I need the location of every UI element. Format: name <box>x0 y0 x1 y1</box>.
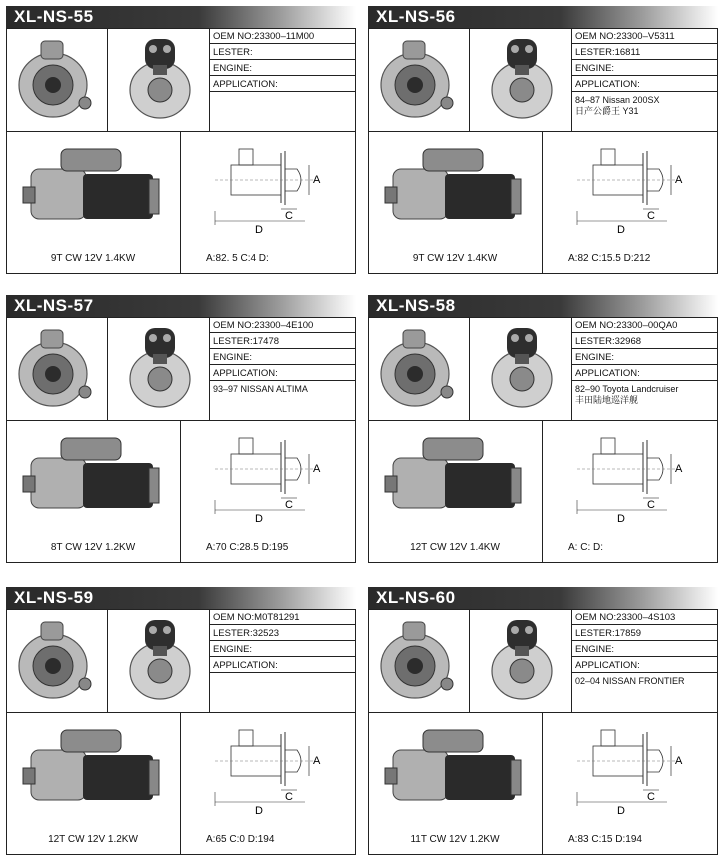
dim-c-label: C <box>285 791 293 803</box>
dimension-values: A:83 C:15 D:194 <box>568 834 642 845</box>
application-line-2: 日产公爵王 Y31 <box>575 106 639 116</box>
engine: ENGINE: <box>572 642 717 657</box>
oem-number: OEM NO:23300–11M00 <box>210 29 355 44</box>
engine: ENGINE: <box>572 61 717 76</box>
spec-text: 11T CW 12V 1.2KW <box>410 834 500 845</box>
spec-text: 9T CW 12V 1.4KW <box>412 253 498 264</box>
starter-back-photo <box>115 35 205 125</box>
engine: ENGINE: <box>210 642 355 657</box>
application-label: APPLICATION: <box>572 77 717 92</box>
spec-text: 12T CW 12V 1.2KW <box>48 834 138 845</box>
dim-d-label: D <box>617 513 625 525</box>
engine: ENGINE: <box>210 350 355 365</box>
starter-back-photo <box>477 35 567 125</box>
dimension-values: A:82. 5 C:4 D: <box>206 253 269 264</box>
product-table <box>368 317 718 563</box>
oem-number: OEM NO:23300–4E100 <box>210 318 355 333</box>
model-number: XL-NS-55 <box>14 7 94 26</box>
product-card <box>6 587 356 855</box>
spec-text: 9T CW 12V 1.4KW <box>50 253 136 264</box>
starter-side-photo <box>21 428 171 528</box>
dim-a-label: A <box>313 755 321 767</box>
dim-a-label: A <box>313 463 321 475</box>
lester-number: LESTER: <box>210 45 355 60</box>
dim-d-label: D <box>617 224 625 236</box>
application-label: APPLICATION: <box>210 366 355 381</box>
model-number: XL-NS-57 <box>14 296 94 315</box>
dim-d-label: D <box>617 805 625 817</box>
starter-front-photo <box>13 35 103 125</box>
application-line-2: 丰田陆地巡洋舰 <box>575 395 639 405</box>
model-number: XL-NS-59 <box>14 588 94 607</box>
dimension-values: A:65 C:0 D:194 <box>206 834 275 845</box>
starter-side-photo <box>383 139 533 239</box>
starter-side-photo <box>383 428 533 528</box>
product-table <box>6 317 356 563</box>
dimension-diagram <box>209 147 339 247</box>
engine: ENGINE: <box>572 350 717 365</box>
product-card <box>6 6 356 274</box>
dimension-values: A:70 C:28.5 D:195 <box>206 542 289 553</box>
lester-number: LESTER:16811 <box>572 45 717 60</box>
starter-back-photo <box>115 324 205 414</box>
product-table <box>368 28 718 274</box>
application-line-1: 84–87 Nissan 200SX <box>575 95 660 105</box>
dimension-diagram <box>571 728 701 828</box>
model-header <box>6 6 356 28</box>
starter-back-photo <box>115 616 205 706</box>
starter-side-photo <box>21 139 171 239</box>
model-number: XL-NS-58 <box>376 296 456 315</box>
dimension-diagram <box>209 728 339 828</box>
starter-back-photo <box>477 324 567 414</box>
engine: ENGINE: <box>210 61 355 76</box>
application-label: APPLICATION: <box>210 77 355 92</box>
model-header <box>6 295 356 317</box>
dim-a-label: A <box>675 755 683 767</box>
oem-number: OEM NO:M0T81291 <box>210 610 355 625</box>
application-line-1: 82–90 Toyota Landcruiser <box>575 384 679 394</box>
application-line-1: 02–04 NISSAN FRONTIER <box>575 676 685 686</box>
application-label: APPLICATION: <box>572 658 717 673</box>
model-header <box>368 587 718 609</box>
application-label: APPLICATION: <box>210 658 355 673</box>
dim-d-label: D <box>255 805 263 817</box>
product-card <box>368 295 718 563</box>
dim-c-label: C <box>285 499 293 511</box>
dim-d-label: D <box>255 224 263 236</box>
model-header <box>6 587 356 609</box>
product-card <box>368 587 718 855</box>
starter-front-photo <box>13 324 103 414</box>
oem-number: OEM NO:23300–00QA0 <box>572 318 717 333</box>
dimension-diagram <box>571 147 701 247</box>
dimension-values: A: C: D: <box>568 542 604 553</box>
dim-a-label: A <box>313 174 321 186</box>
lester-number: LESTER:32968 <box>572 334 717 349</box>
spec-text: 8T CW 12V 1.2KW <box>50 542 136 553</box>
dimension-diagram <box>571 436 701 536</box>
starter-back-photo <box>477 616 567 706</box>
dim-c-label: C <box>647 791 655 803</box>
product-card <box>6 295 356 563</box>
starter-front-photo <box>375 324 465 414</box>
model-number: XL-NS-60 <box>376 588 456 607</box>
application-label: APPLICATION: <box>572 366 717 381</box>
dimension-diagram <box>209 436 339 536</box>
product-card <box>368 6 718 274</box>
model-header <box>368 295 718 317</box>
dimension-values: A:82 C:15.5 D:212 <box>568 253 651 264</box>
model-number: XL-NS-56 <box>376 7 456 26</box>
oem-number: OEM NO:23300–V5311 <box>572 29 717 44</box>
starter-front-photo <box>375 616 465 706</box>
application-line-1: 93–97 NISSAN ALTIMA <box>213 384 308 394</box>
dim-c-label: C <box>647 210 655 222</box>
product-table <box>6 609 356 855</box>
product-table <box>6 28 356 274</box>
dim-a-label: A <box>675 174 683 186</box>
starter-side-photo <box>383 720 533 820</box>
product-table <box>368 609 718 855</box>
dim-a-label: A <box>675 463 683 475</box>
dim-d-label: D <box>255 513 263 525</box>
spec-text: 12T CW 12V 1.4KW <box>410 542 500 553</box>
starter-front-photo <box>13 616 103 706</box>
dim-c-label: C <box>647 499 655 511</box>
lester-number: LESTER:17478 <box>210 334 355 349</box>
lester-number: LESTER:17859 <box>572 626 717 641</box>
model-header <box>368 6 718 28</box>
dim-c-label: C <box>285 210 293 222</box>
starter-side-photo <box>21 720 171 820</box>
lester-number: LESTER:32523 <box>210 626 355 641</box>
oem-number: OEM NO:23300–4S103 <box>572 610 717 625</box>
starter-front-photo <box>375 35 465 125</box>
